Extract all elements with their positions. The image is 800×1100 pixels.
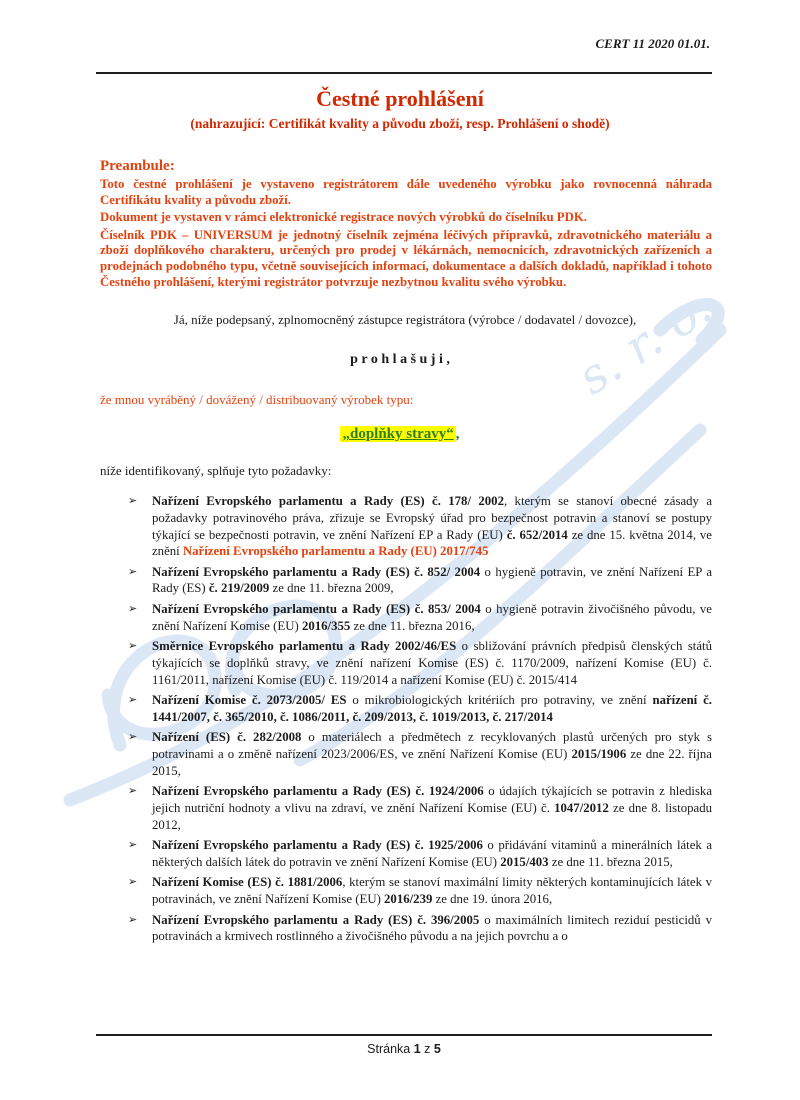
requirement-item <box>128 729 712 779</box>
preamble-heading: Preambule: <box>100 158 175 174</box>
bullet-arrow-icon: ➢ <box>128 785 138 798</box>
requirement-text-run: o maximálních limitech reziduí pesticidů v potravinách a krmivech rostlinného a živočišného původu a na jejich povrchu a o <box>152 912 712 944</box>
watermark-text: s. r. o. <box>568 279 722 407</box>
requirement-text-run: , kterým se stanoví maximální limity některých kontaminujících látek v potravinách, ve znění Nařízení Komise (EU) <box>152 875 712 907</box>
document-code: CERT 11 2020 01.01. <box>595 36 710 51</box>
requirement-text-run: Nařízení Evropského parlamentu a Rady (ES) č. 396/2005 <box>152 912 480 927</box>
requirement-text-run: 2015/1906 <box>571 747 627 762</box>
requirement-text-run: ze dne 11. března 2015, <box>548 854 673 869</box>
requirement-item <box>128 692 712 725</box>
page-number-prefix: Stránka <box>367 1042 414 1056</box>
bullet-arrow-icon: ➢ <box>128 839 138 852</box>
page-number-total: 5 <box>433 1042 441 1056</box>
requirement-text-run: Nařízení (ES) č. 282/2008 <box>152 730 302 745</box>
page-number <box>96 1042 712 1056</box>
requirement-text-run: 2015/403 <box>500 854 549 869</box>
requirement-text-run: ze dne 11. března 2016, <box>350 618 475 633</box>
requirement-text-run: 2016/239 <box>384 892 433 907</box>
requirement-item <box>128 601 712 634</box>
requirement-item <box>128 638 712 688</box>
requirement-text-run: ze dne 15. května 2014, ve znění <box>152 527 712 559</box>
product-type-wrapper <box>0 426 800 443</box>
requirement-item <box>128 783 712 833</box>
requirement-text-run: nařízení č. 1441/2007, č. 365/2010, č. 1086/2011, č. 209/2013, č. 1019/2013, č. 217/2014 <box>152 693 712 724</box>
requirement-item <box>128 837 712 870</box>
page-number-separator: z <box>420 1042 434 1056</box>
requirement-item <box>128 874 712 907</box>
requirement-text-run: o údajích týkajících se potravin z hlediska jejich nutriční hodnoty a vlivu na zdraví, ve znění Nařízení Komise (EU) č. <box>152 784 712 815</box>
requirements-list <box>0 493 800 945</box>
requirement-text-run: o sbližování právních předpisů členských států týkajících se doplňků stravy, ve znění nařízení Komise (ES) č. 1170/2009, nařízení Komise (EU) č. 1161/2011, nařízení Komise (EU) č. 119/2014 a nařízení Komise (EU) č. 2015/414 <box>152 639 712 687</box>
follow-line: níže identifikovaný, splňuje tyto požadavky: <box>100 463 332 479</box>
preamble-paragraph: Dokument je vystaven v rámci elektronické registrace nových výrobků do číselníku PDK. <box>100 210 587 225</box>
requirement-text-run: Nařízení Evropského parlamentu a Rady (ES) č. 1924/2006 <box>152 784 484 799</box>
page-number-current: 1 <box>413 1042 421 1056</box>
bullet-arrow-icon: ➢ <box>128 731 138 744</box>
requirement-text-run: o přidávání vitaminů a minerálních látek a některých dalších látek do potravin ve znění Nařízení Komise (EU) <box>152 838 712 869</box>
requirement-text-run: o materiálech a předmětech z recyklovaných plastů určených pro styk s potravinami a o změně nařízení 2023/2006/ES, ve znění Nařízení Komise (EU) <box>152 730 713 762</box>
requirement-text-run: 1047/2012 <box>554 800 609 815</box>
page-footer <box>96 1034 712 1056</box>
product-type-highlight: „doplňky stravy“ <box>342 426 454 443</box>
bullet-arrow-icon: ➢ <box>128 565 138 578</box>
requirement-text-run: Nařízení Evropského parlamentu a Rady (EU) 2017/745 <box>182 544 489 559</box>
requirement-text-run: ze dne 22. října 2015, <box>152 747 712 778</box>
requirement-text-run: ze dne 8. listopadu 2012, <box>152 800 712 832</box>
page-subtitle: (nahrazující: Certifikát kvality a původu zboží, resp. Prohlášení o shodě) <box>190 116 610 131</box>
requirement-text-run: o hygieně potravin, ve znění Nařízení EP a Rady (ES) <box>152 564 712 596</box>
requirement-text-run: ze dne 11. března 2009, <box>269 581 394 596</box>
footer-rule <box>96 1034 712 1036</box>
declaration-verb: p r o h l a š u j i , <box>350 352 450 368</box>
requirement-text-run: o hygieně potravin živočišného původu, ve znění Nařízení Komise (EU) <box>152 602 712 633</box>
bullet-arrow-icon: ➢ <box>128 876 138 889</box>
requirement-text-run: Nařízení Komise č. 2073/2005/ ES <box>152 693 347 708</box>
requirement-item <box>128 564 712 597</box>
product-type-suffix: , <box>455 426 460 443</box>
requirement-text-run: 2016/355 <box>301 618 351 633</box>
requirement-text-run: o mikrobiologických kritériích pro potraviny, ve znění <box>346 693 653 708</box>
product-type-line: že mnou vyráběný / dovážený / distribuovaný výrobek typu: <box>100 392 414 408</box>
requirement-text-run: Nařízení Evropského parlamentu a Rady (ES) č. 853/ 2004 <box>152 602 481 617</box>
requirement-text-run: ze dne 19. února 2016, <box>432 892 553 907</box>
bullet-arrow-icon: ➢ <box>128 640 138 653</box>
bullet-arrow-icon: ➢ <box>128 694 138 707</box>
preamble-paragraph: Toto čestné prohlášení je vystaveno registrátorem dále uvedeného výrobku jako rovnocenná náhrada Certifikátu kvality a původu zboží. <box>100 177 712 207</box>
requirement-text-run: č. 652/2014 <box>506 527 568 542</box>
bullet-arrow-icon: ➢ <box>128 603 138 616</box>
requirement-item <box>128 493 712 560</box>
preamble-paragraph: Číselník PDK – UNIVERSUM je jednotný číselník zejména léčivých přípravků, zdravotnického materiálu a zboží doplňkového charakteru, určených pro prodej v lékárnách, nemocnicích, zdravotnických zařízeních a prodejnách podobného typu, včetně souvisejících informací, dokumentace a dalších dokladů, například i tohoto Čestného prohlášení, kterými registrátor potvrzuje nezbytnou kvalitu svého výrobku. <box>100 227 712 289</box>
requirement-text-run: Nařízení Evropského parlamentu a Rady (ES) č. 178/ 2002 <box>152 494 504 509</box>
requirement-text-run: Nařízení Komise (ES) č. 1881/2006 <box>152 875 343 890</box>
requirement-text-run: Směrnice Evropského parlamentu a Rady 2002/46/ES <box>152 639 457 654</box>
bullet-arrow-icon: ➢ <box>128 495 138 508</box>
bullet-arrow-icon: ➢ <box>128 913 138 926</box>
header-rule <box>96 72 712 74</box>
requirement-text-run: č. 219/2009 <box>208 581 270 596</box>
requirement-text-run: , kterým se stanoví obecné zásady a požadavky potravinového práva, zřizuje se Evropský úřad pro bezpečnost potravin a stanoví se postupy týkající se bezpečnosti potravin, ve znění Nařízení EP a Rady (EU) <box>152 494 712 542</box>
declaration-intro: Já, níže podepsaný, zplnomocněný zástupce registrátora (výrobce / dodavatel / dovozce), <box>173 312 637 328</box>
requirement-item <box>128 912 712 945</box>
requirement-text-run: Nařízení Evropského parlamentu a Rady (ES) č. 1925/2006 <box>152 838 483 853</box>
requirement-text-run: Nařízení Evropského parlamentu a Rady (ES) č. 852/ 2004 <box>152 564 481 579</box>
page-title: Čestné prohlášení <box>316 86 484 111</box>
